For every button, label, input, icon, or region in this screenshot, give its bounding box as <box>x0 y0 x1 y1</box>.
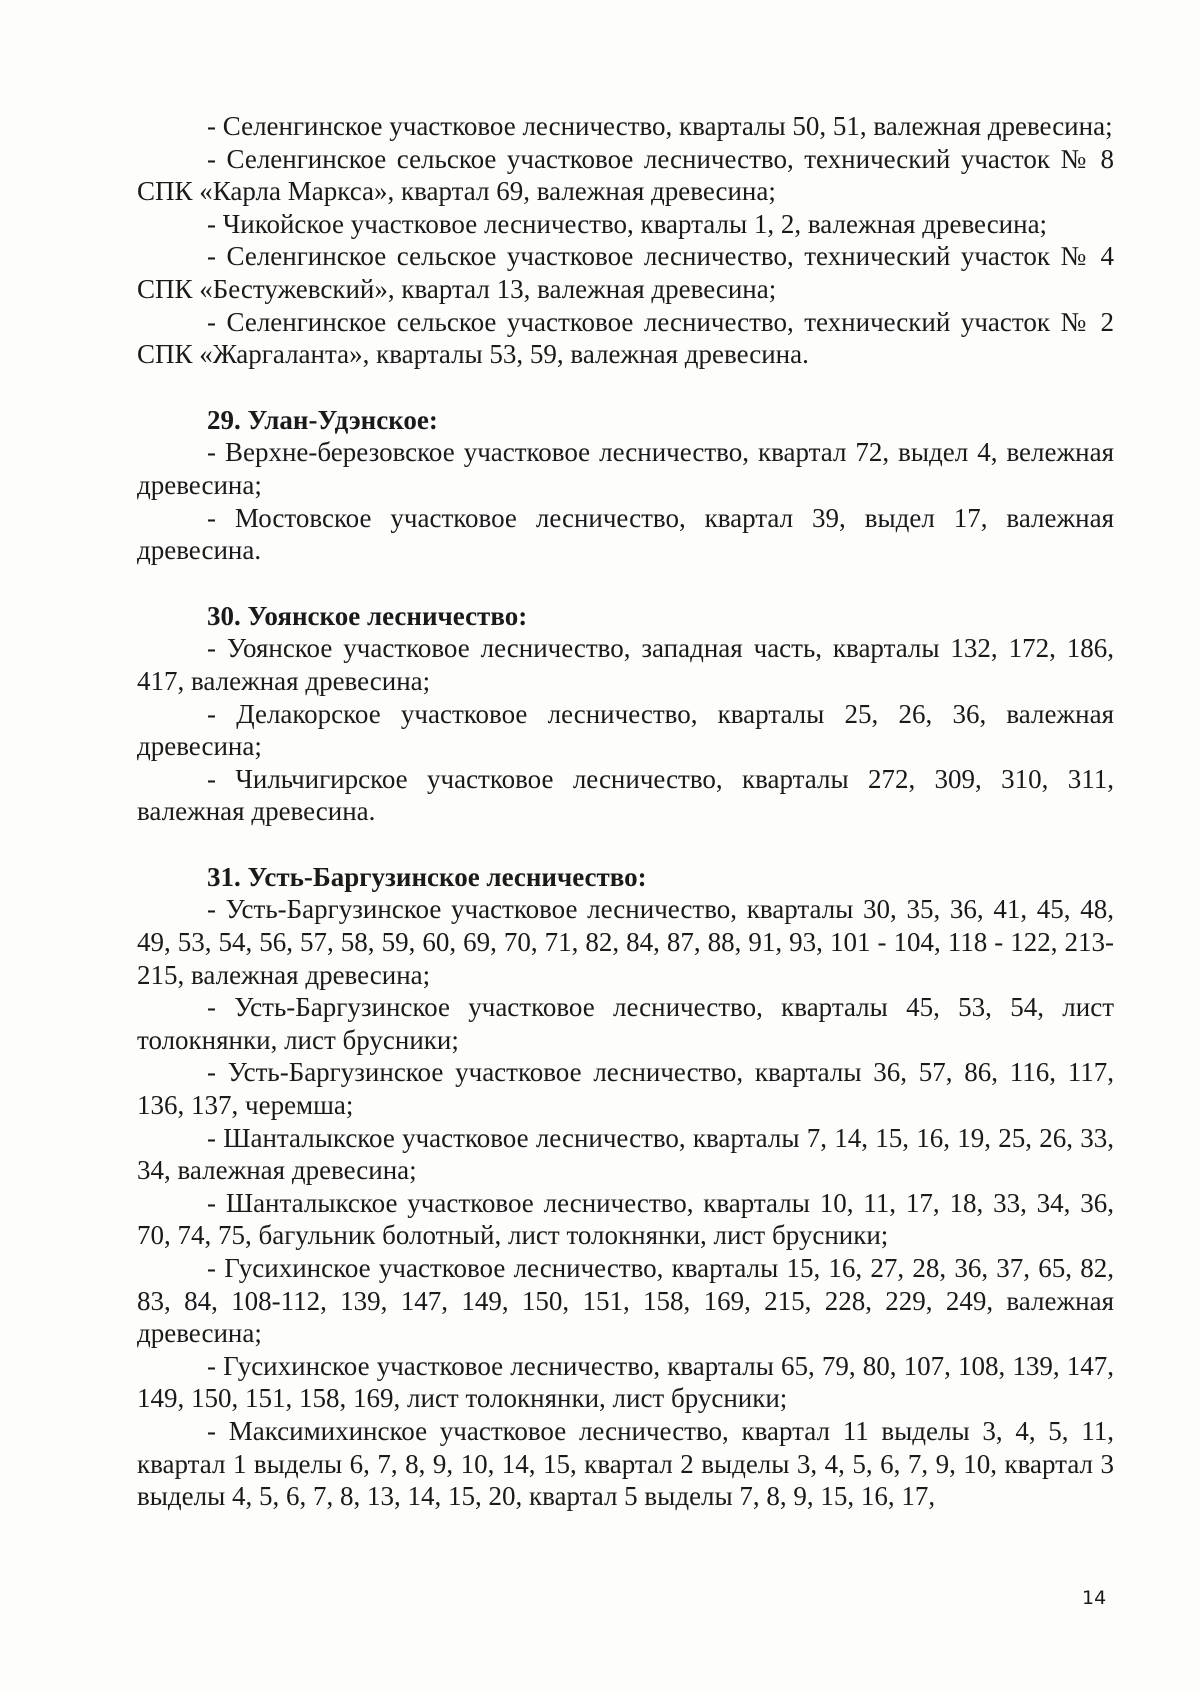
list-item: - Чикойское участковое лесничество, кварталы 1, 2, валежная древесина; <box>207 208 1048 239</box>
list-item: - Чильчигирское участковое лесничество, кварталы 272, 309, 310, 311, валежная древесина. <box>137 763 1114 827</box>
list-item: - Делакорское участковое лесничество, кварталы 25, 26, 36, валежная древесина; <box>137 698 1114 762</box>
section-heading-30: 30. Уоянское лесничество: <box>207 600 528 631</box>
list-item: - Верхне-березовское участковое лесничество, квартал 72, выдел 4, вележная древесина; <box>137 437 1114 500</box>
section-heading-29: 29. Улан-Удэнское: <box>207 404 438 435</box>
list-item: - Селенгинское сельское участковое лесничество, технический участок № 2 СПК «Жаргаланта», кварталы 53, 59, валежная древесина. <box>137 306 1114 370</box>
list-item: - Максимихинское участковое лесничество, квартал 11 выделы 3, 4, 5, 11, квартал 1 выделы 6, 7, 8, 9, 10, 14, 15, квартал 2 выделы 3, 4, 5, 6, 7, 9, 10, квартал 3 выделы 4, 5, 6, 7, 8, 13, 14, 15, 20, квартал 5 выделы 7, 8, 9, 15, 16, 17, <box>137 1415 1114 1512</box>
list-item: - Гусихинское участковое лесничество, кварталы 65, 79, 80, 107, 108, 139, 147, 149, 150, 151, 158, 169, лист толокнянки, лист брусники; <box>137 1350 1114 1414</box>
list-item: - Мостовское участковое лесничество, квартал 39, выдел 17, валежная древесина. <box>137 502 1114 566</box>
list-item: - Гусихинское участковое лесничество, кварталы 15, 16, 27, 28, 36, 37, 65, 82, 83, 84, 108-112, 139, 147, 149, 150, 151, 158, 169, 215, 228, 229, 249, валежная древесина; <box>137 1253 1114 1349</box>
page-number: 14 <box>1082 1587 1107 1609</box>
list-item: - Усть-Баргузинское участковое лесничество, кварталы 30, 35, 36, 41, 45, 48, 49, 53, 54, 56, 57, 58, 59, 60, 69, 70, 71, 82, 84, 87, 88, 91, 93, 101 - 104, 118 - 122, 213-215, валежная древесина; <box>137 894 1114 990</box>
list-item: - Уоянское участковое лесничество, западная часть, кварталы 132, 172, 186, 417, валежная древесина; <box>137 633 1114 696</box>
page-body <box>137 110 1114 1513</box>
list-item: - Селенгинское сельское участковое лесничество, технический участок № 4 СПК «Бестужевский», квартал 13, валежная древесина; <box>137 241 1114 304</box>
list-item: - Шанталыкское участковое лесничество, кварталы 7, 14, 15, 16, 19, 25, 26, 33, 34, валежная древесина; <box>137 1122 1114 1186</box>
list-item: - Селенгинское участковое лесничество, кварталы 50, 51, валежная древесина; <box>207 111 1113 141</box>
list-item: - Селенгинское сельское участковое лесничество, технический участок № 8 СПК «Карла Маркса», квартал 69, валежная древесина; <box>137 143 1114 207</box>
list-item: - Усть-Баргузинское участковое лесничество, кварталы 36, 57, 86, 116, 117, 136, 137, черемша; <box>137 1057 1114 1121</box>
list-item: - Шанталыкское участковое лесничество, кварталы 10, 11, 17, 18, 33, 34, 36, 70, 74, 75, багульник болотный, лист толокнянки, лист брусники; <box>137 1187 1114 1251</box>
section-heading-31: 31. Усть-Баргузинское лесничество: <box>207 861 647 892</box>
list-item: - Усть-Баргузинское участковое лесничество, кварталы 45, 53, 54, лист толокнянки, лист брусники; <box>137 992 1114 1055</box>
